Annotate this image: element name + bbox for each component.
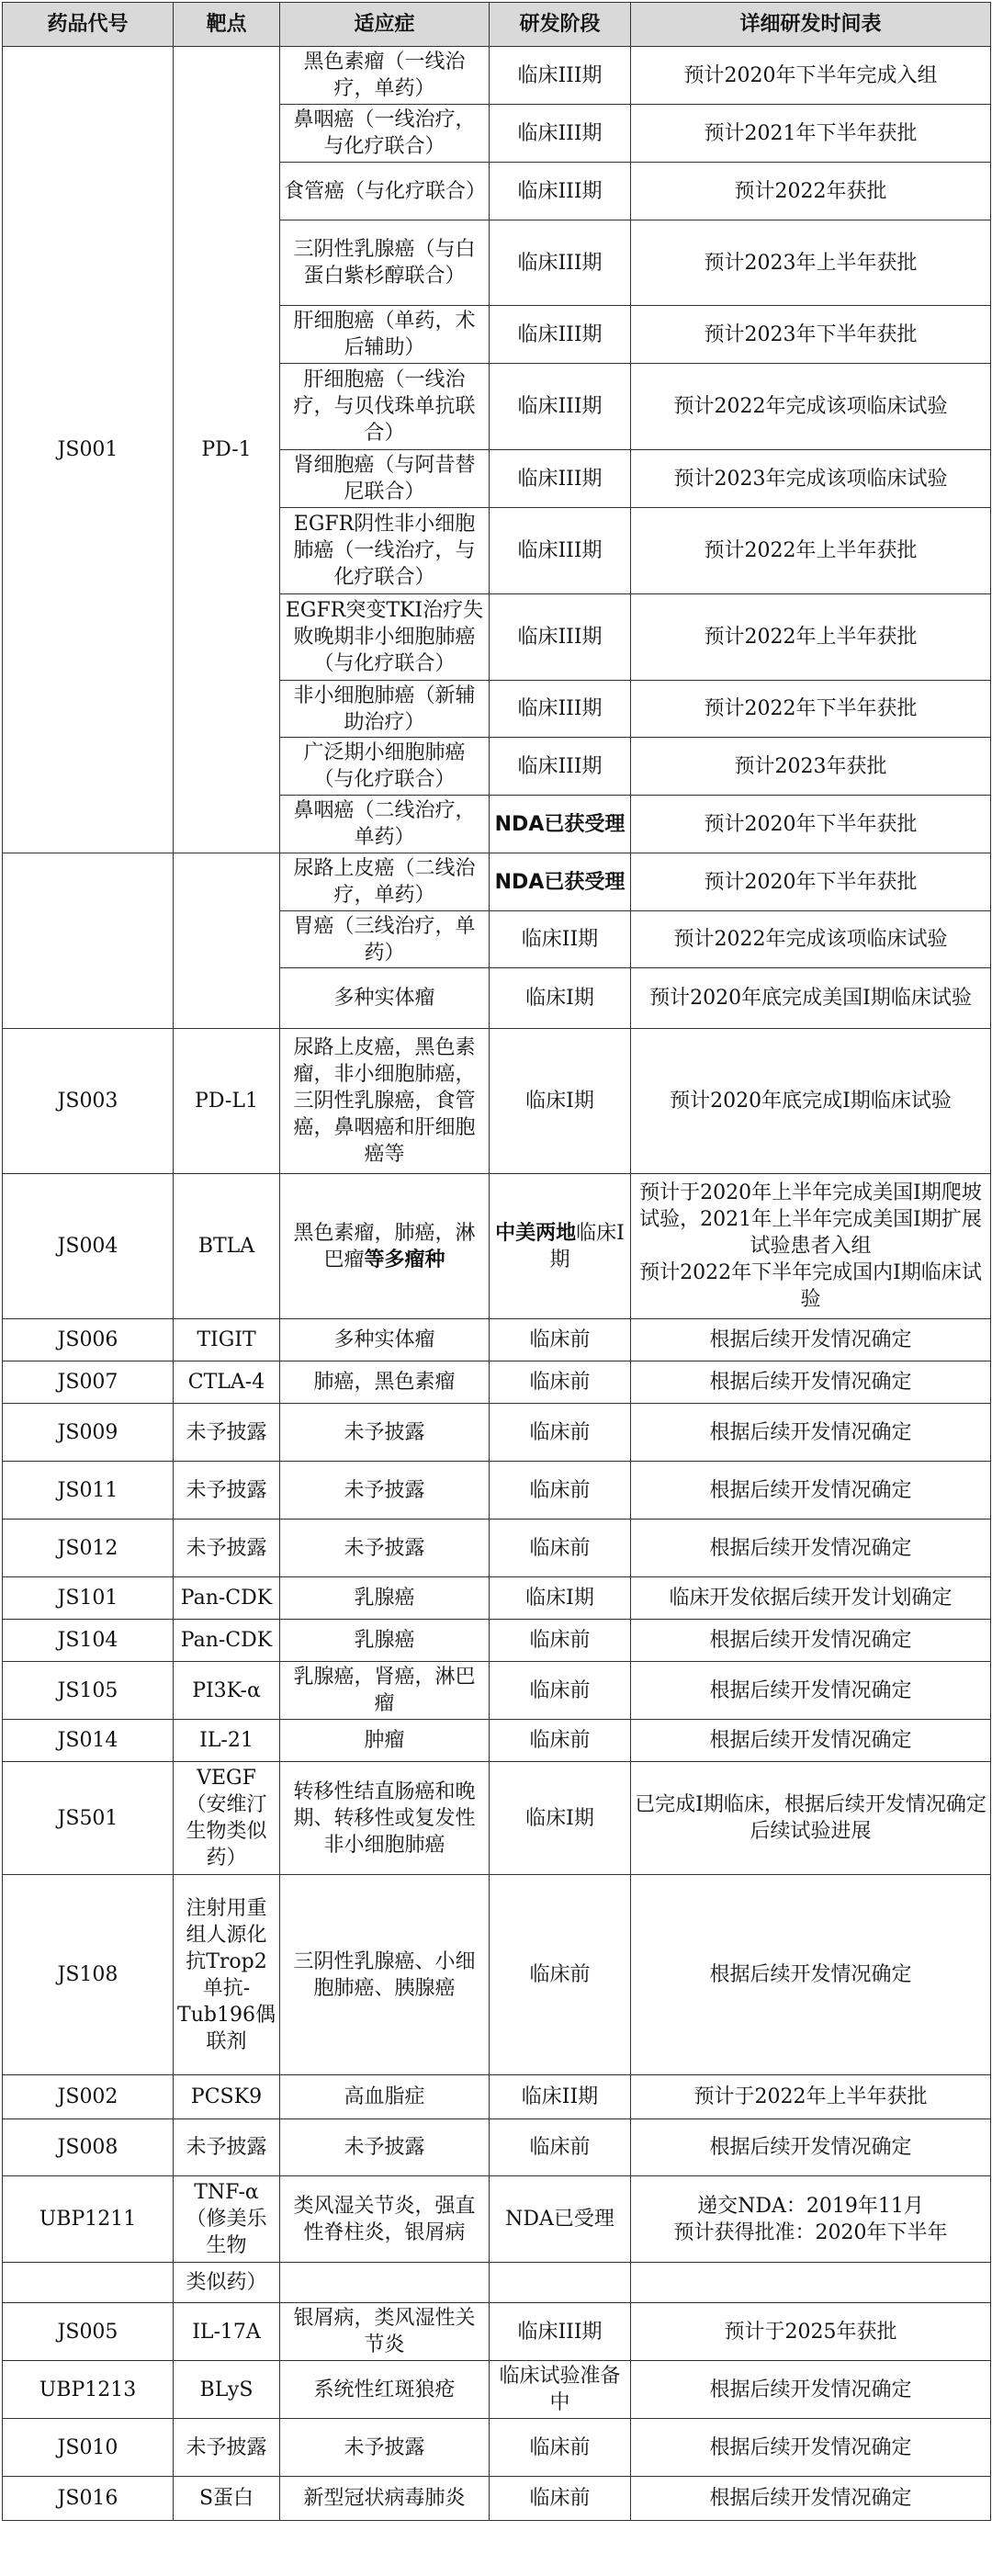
stage: 临床III期 — [490, 450, 631, 508]
drug-target: Pan-CDK — [174, 1620, 280, 1662]
timeline: 预计2022年上半年获批 — [631, 594, 991, 681]
table-row — [3, 1577, 991, 1620]
timeline: 根据后续开发情况确定 — [631, 2119, 991, 2176]
timeline: 预计2020年底完成I期临床试验 — [631, 1029, 991, 1174]
indication: 未予披露 — [280, 2419, 490, 2477]
header-indication: 适应症 — [280, 3, 490, 47]
timeline-line: 预计2022年下半年完成国内I期临床试验 — [639, 1261, 982, 1311]
drug-target: IL-21 — [174, 1720, 280, 1762]
timeline: 根据后续开发情况确定 — [631, 1462, 991, 1520]
stage: 临床III期 — [490, 2303, 631, 2361]
header-code: 药品代号 — [3, 3, 174, 47]
timeline: 预计2020年下半年获批 — [631, 796, 991, 853]
timeline: 根据后续开发情况确定 — [631, 1404, 991, 1462]
table-row — [3, 1361, 991, 1404]
stage-part: 临床I期 — [549, 1221, 625, 1271]
timeline: 根据后续开发情况确定 — [631, 1720, 991, 1762]
indication: 三阴性乳腺癌（与白蛋白紫杉醇联合） — [280, 220, 490, 306]
timeline: 根据后续开发情况确定 — [631, 1620, 991, 1662]
drug-target: CTLA-4 — [174, 1361, 280, 1404]
timeline-line: 预计获得批准：2020年下半年 — [673, 2220, 948, 2244]
timeline: 根据后续开发情况确定 — [631, 2477, 991, 2521]
timeline: 临床开发依据后续开发计划确定 — [631, 1577, 991, 1620]
table-row — [3, 2477, 991, 2521]
indication: 转移性结直肠癌和晚期、转移性或复发性非小细胞肺癌 — [280, 1762, 490, 1875]
stage: 临床前 — [490, 1361, 631, 1404]
drug-target: VEGF（安维汀生物类似药） — [174, 1762, 280, 1875]
table-row — [3, 1462, 991, 1520]
drug-code: JS005 — [3, 2303, 174, 2361]
timeline: 预计2022年获批 — [631, 163, 991, 220]
header-timeline: 详细研发时间表 — [631, 3, 991, 47]
drug-code: JS004 — [3, 1174, 174, 1319]
indication: 未予披露 — [280, 1462, 490, 1520]
table-row — [3, 1720, 991, 1762]
indication: 银屑病，类风湿性关节炎 — [280, 2303, 490, 2361]
stage: 临床试验准备中 — [490, 2361, 631, 2419]
timeline: 预计2023年获批 — [631, 738, 991, 796]
table-row — [3, 2263, 991, 2303]
timeline: 预计2020年底完成美国I期临床试验 — [631, 968, 991, 1029]
drug-target: PD-1 — [174, 47, 280, 853]
stage: 临床前 — [490, 1520, 631, 1577]
timeline: 根据后续开发情况确定 — [631, 2361, 991, 2419]
indication: 胃癌（三线治疗，单药） — [280, 911, 490, 968]
stage: NDA已获受理 — [490, 853, 631, 911]
stage: 临床II期 — [490, 911, 631, 968]
table-row — [3, 853, 991, 911]
stage: 临床前 — [490, 1662, 631, 1720]
drug-code: JS104 — [3, 1620, 174, 1662]
timeline: 预计2023年完成该项临床试验 — [631, 450, 991, 508]
timeline — [631, 2176, 991, 2263]
timeline-empty — [631, 2263, 991, 2303]
timeline: 预计2023年下半年获批 — [631, 306, 991, 364]
pipeline-table — [2, 2, 991, 2521]
timeline: 预计2021年下半年获批 — [631, 105, 991, 163]
indication: 新型冠状病毒肺炎 — [280, 2477, 490, 2521]
indication — [280, 1174, 490, 1319]
drug-code: JS002 — [3, 2075, 174, 2119]
timeline: 预计2020年下半年完成入组 — [631, 47, 991, 105]
drug-code: JS011 — [3, 1462, 174, 1520]
indication: 多种实体瘤 — [280, 968, 490, 1029]
drug-code: JS501 — [3, 1762, 174, 1875]
stage — [490, 1174, 631, 1319]
indication: 乳腺癌 — [280, 1620, 490, 1662]
drug-code: JS012 — [3, 1520, 174, 1577]
stage: 临床前 — [490, 1319, 631, 1361]
table-row — [3, 1319, 991, 1361]
indication: 乳腺癌，肾癌，淋巴瘤 — [280, 1662, 490, 1720]
stage-empty — [490, 2263, 631, 2303]
drug-target-empty — [174, 853, 280, 1029]
timeline: 预计2022年下半年获批 — [631, 681, 991, 738]
drug-target: 未予披露 — [174, 2119, 280, 2176]
drug-target: 未予披露 — [174, 1404, 280, 1462]
indication: 黑色素瘤（一线治疗，单药） — [280, 47, 490, 105]
indication: 尿路上皮癌（二线治疗，单药） — [280, 853, 490, 911]
drug-code: JS008 — [3, 2119, 174, 2176]
table-row — [3, 2119, 991, 2176]
stage: 临床III期 — [490, 738, 631, 796]
drug-target: 未予披露 — [174, 1462, 280, 1520]
drug-code: JS003 — [3, 1029, 174, 1174]
header-row — [3, 3, 991, 47]
drug-code: JS014 — [3, 1720, 174, 1762]
indication: 类风湿关节炎，强直性脊柱炎，银屑病 — [280, 2176, 490, 2263]
drug-code: UBP1213 — [3, 2361, 174, 2419]
stage: NDA已受理 — [490, 2176, 631, 2263]
indication-part-bold: 等多瘤种 — [364, 1248, 445, 1271]
table-row — [3, 2176, 991, 2263]
drug-code: JS009 — [3, 1404, 174, 1462]
stage: 临床III期 — [490, 105, 631, 163]
indication: 鼻咽癌（二线治疗，单药） — [280, 796, 490, 853]
table-row — [3, 1875, 991, 2075]
header-target: 靶点 — [174, 3, 280, 47]
drug-target: PI3K-α — [174, 1662, 280, 1720]
drug-code: JS105 — [3, 1662, 174, 1720]
stage: 临床I期 — [490, 968, 631, 1029]
header-stage: 研发阶段 — [490, 3, 631, 47]
indication: EGFR阴性非小细胞肺癌（一线治疗，与化疗联合） — [280, 508, 490, 594]
indication: 多种实体瘤 — [280, 1319, 490, 1361]
indication: 食管癌（与化疗联合） — [280, 163, 490, 220]
stage: 临床III期 — [490, 364, 631, 450]
drug-code: JS016 — [3, 2477, 174, 2521]
table-row — [3, 1762, 991, 1875]
indication: 乳腺癌 — [280, 1577, 490, 1620]
stage: 临床III期 — [490, 306, 631, 364]
drug-target: BTLA — [174, 1174, 280, 1319]
drug-target: 类似药） — [174, 2263, 280, 2303]
stage: 临床前 — [490, 2477, 631, 2521]
timeline — [631, 1174, 991, 1319]
stage: 临床前 — [490, 1404, 631, 1462]
drug-code: JS010 — [3, 2419, 174, 2477]
drug-target: BLyS — [174, 2361, 280, 2419]
indication: 三阴性乳腺癌、小细胞肺癌、胰腺癌 — [280, 1875, 490, 2075]
table-row — [3, 2419, 991, 2477]
indication: 尿路上皮癌，黑色素瘤，非小细胞肺癌，三阴性乳腺癌，食管癌，鼻咽癌和肝细胞癌等 — [280, 1029, 490, 1174]
indication: 广泛期小细胞肺癌（与化疗联合） — [280, 738, 490, 796]
stage: 临床前 — [490, 1462, 631, 1520]
drug-target: PCSK9 — [174, 2075, 280, 2119]
timeline: 根据后续开发情况确定 — [631, 1875, 991, 2075]
indication: 肝细胞癌（单药，术后辅助） — [280, 306, 490, 364]
table-row — [3, 1520, 991, 1577]
drug-code: JS006 — [3, 1319, 174, 1361]
drug-target: 注射用重组人源化抗Trop2单抗-Tub196偶联剂 — [174, 1875, 280, 2075]
indication: 肾细胞癌（与阿昔替尼联合） — [280, 450, 490, 508]
table-row — [3, 1029, 991, 1174]
drug-target: 未予披露 — [174, 2419, 280, 2477]
indication: 鼻咽癌（一线治疗，与化疗联合） — [280, 105, 490, 163]
timeline: 预计2022年完成该项临床试验 — [631, 364, 991, 450]
timeline: 预计于2022年上半年获批 — [631, 2075, 991, 2119]
stage: 临床I期 — [490, 1029, 631, 1174]
drug-code-empty — [3, 2263, 174, 2303]
stage: 临床I期 — [490, 1762, 631, 1875]
table-row — [3, 47, 991, 105]
timeline: 根据后续开发情况确定 — [631, 1662, 991, 1720]
stage: 临床III期 — [490, 594, 631, 681]
stage: 临床II期 — [490, 2075, 631, 2119]
stage: 临床前 — [490, 1620, 631, 1662]
stage: 临床I期 — [490, 1577, 631, 1620]
drug-code: JS007 — [3, 1361, 174, 1404]
timeline: 根据后续开发情况确定 — [631, 2419, 991, 2477]
stage: 临床III期 — [490, 163, 631, 220]
table-row — [3, 2075, 991, 2119]
table-row — [3, 1404, 991, 1462]
table-row — [3, 1662, 991, 1720]
drug-target: Pan-CDK — [174, 1577, 280, 1620]
timeline: 预计2023年上半年获批 — [631, 220, 991, 306]
indication: 非小细胞肺癌（新辅助治疗） — [280, 681, 490, 738]
indication: 未予披露 — [280, 2119, 490, 2176]
stage: 临床III期 — [490, 220, 631, 306]
indication: EGFR突变TKI治疗失败晚期非小细胞肺癌（与化疗联合） — [280, 594, 490, 681]
drug-code: JS108 — [3, 1875, 174, 2075]
indication: 肺癌，黑色素瘤 — [280, 1361, 490, 1404]
stage: 临床III期 — [490, 508, 631, 594]
table-row — [3, 1174, 991, 1319]
timeline: 预计于2025年获批 — [631, 2303, 991, 2361]
indication: 肝细胞癌（一线治疗，与贝伐珠单抗联合） — [280, 364, 490, 450]
stage: 临床前 — [490, 1875, 631, 2075]
indication: 未予披露 — [280, 1404, 490, 1462]
drug-code-empty — [3, 853, 174, 1029]
timeline: 根据后续开发情况确定 — [631, 1361, 991, 1404]
stage: 临床前 — [490, 2119, 631, 2176]
stage: 临床前 — [490, 1720, 631, 1762]
indication-part: 黑色素瘤，肺癌，淋巴瘤 — [293, 1221, 476, 1271]
timeline-line: 预计于2020年上半年完成美国I期爬坡试验，2021年上半年完成美国I期扩展试验患者入组 — [639, 1181, 982, 1258]
drug-target: PD-L1 — [174, 1029, 280, 1174]
drug-code: JS001 — [3, 47, 174, 853]
indication-empty — [280, 2263, 490, 2303]
timeline: 已完成I期临床，根据后续开发情况确定后续试验进展 — [631, 1762, 991, 1875]
drug-code: UBP1211 — [3, 2176, 174, 2263]
table-row — [3, 2303, 991, 2361]
indication: 系统性红斑狼疮 — [280, 2361, 490, 2419]
indication: 肿瘤 — [280, 1720, 490, 1762]
stage: 临床前 — [490, 2419, 631, 2477]
timeline: 根据后续开发情况确定 — [631, 1520, 991, 1577]
stage: 临床III期 — [490, 681, 631, 738]
drug-target: TIGIT — [174, 1319, 280, 1361]
indication: 未予披露 — [280, 1520, 490, 1577]
timeline: 预计2020年下半年获批 — [631, 853, 991, 911]
timeline: 预计2022年完成该项临床试验 — [631, 911, 991, 968]
drug-target: TNF-α（修美乐生物 — [174, 2176, 280, 2263]
table-row — [3, 2361, 991, 2419]
stage: NDA已获受理 — [490, 796, 631, 853]
timeline-line: 递交NDA：2019年11月 — [697, 2194, 924, 2218]
timeline: 根据后续开发情况确定 — [631, 1319, 991, 1361]
timeline: 预计2022年上半年获批 — [631, 508, 991, 594]
drug-code: JS101 — [3, 1577, 174, 1620]
indication: 高血脂症 — [280, 2075, 490, 2119]
drug-target: 未予披露 — [174, 1520, 280, 1577]
drug-target: S蛋白 — [174, 2477, 280, 2521]
stage: 临床III期 — [490, 47, 631, 105]
drug-target: IL-17A — [174, 2303, 280, 2361]
stage-part-bold: 中美两地 — [495, 1221, 577, 1245]
table-row — [3, 1620, 991, 1662]
